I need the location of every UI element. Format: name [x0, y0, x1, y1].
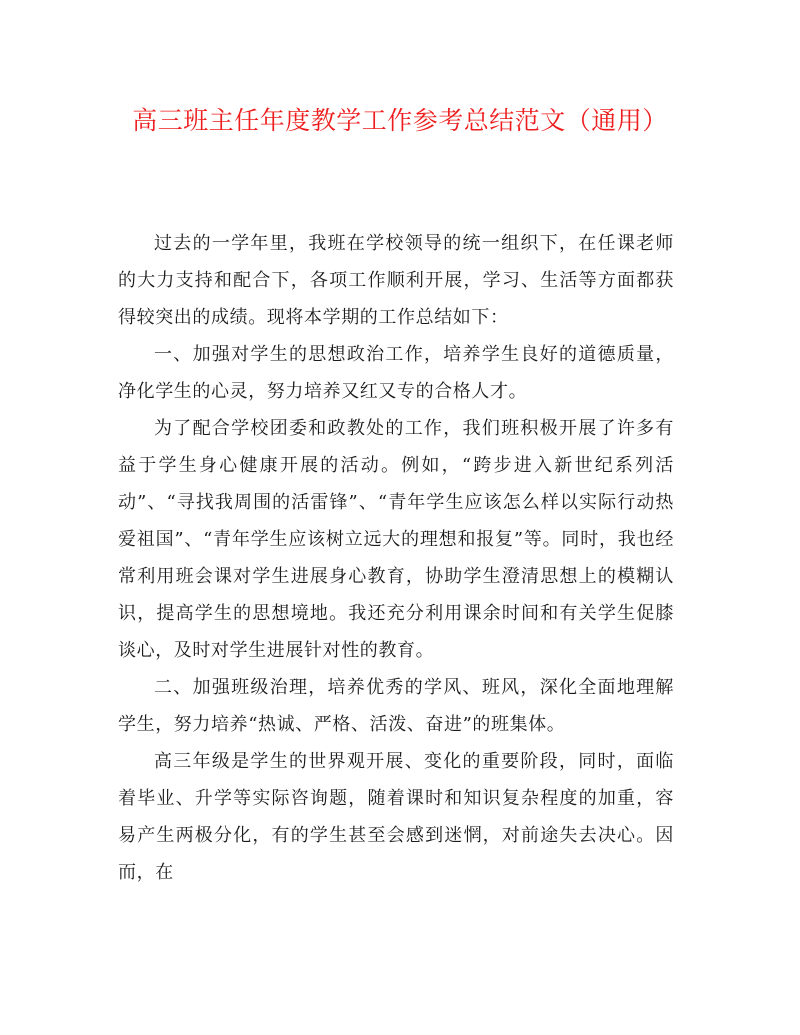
- paragraph-section-one-heading: 一、加强对学生的思想政治工作，培养学生良好的道德质量，净化学生的心灵，努力培养又红又专的合格人才。: [118, 344, 674, 402]
- document-body: [118, 225, 674, 891]
- paragraph-section-two-heading: 二、加强班级治理，培养优秀的学风、班风，深化全面地理解学生，努力培养“热诚、严格、活泼、奋进”的班集体。: [118, 677, 674, 735]
- document-title: 高三班主任年度教学工作参考总结范文（通用）: [132, 106, 668, 135]
- paragraph-intro: 过去的一学年里，我班在学校领导的统一组织下，在任课老师的大力支持和配合下，各项工作顺利开展，学习、生活等方面都获得较突出的成绩。现将本学期的工作总结如下：: [118, 233, 674, 328]
- paragraph-section-one-body: 为了配合学校团委和政教处的工作，我们班积极开展了许多有益于学生身心健康开展的活动。例如，“跨步进入新世纪系列活动”、“寻找我周围的活雷锋”、“青年学生应该怎么样以实际行动热爱祖国”、“青年学生应该树立远大的理想和报复”等。同时，我也经常利用班会课对学生进展身心教育，协助学生澄清思想上的模糊认识，提高学生的思想境地。我还充分利用课余时间和有关学生促膝谈心，及时对学生进展针对性的教育。: [118, 418, 674, 661]
- paragraph-section-two-body: 高三年级是学生的世界观开展、变化的重要阶段，同时，面临着毕业、升学等实际咨询题，随着课时和知识复杂程度的加重，容易产生两极分化，有的学生甚至会感到迷惘，对前途失去决心。因而，在: [118, 751, 674, 883]
